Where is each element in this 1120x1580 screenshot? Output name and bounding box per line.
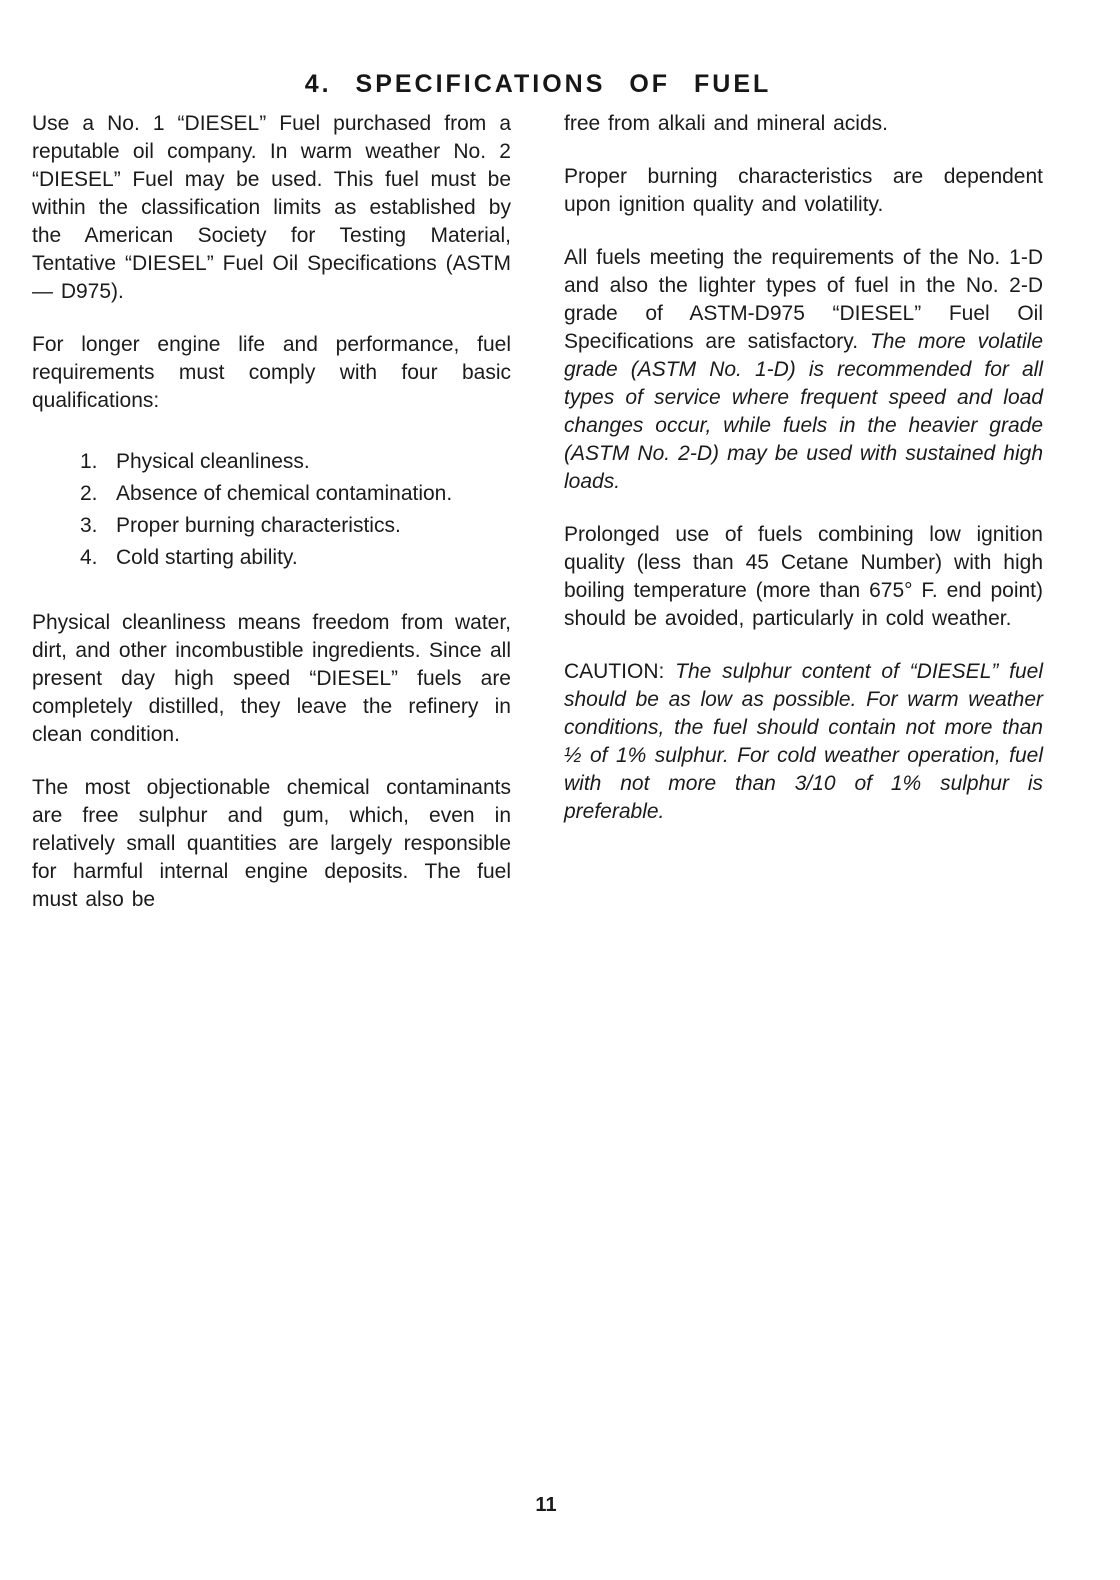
list-item [80, 446, 511, 478]
list-item-text: Cold starting ability. [116, 546, 298, 569]
paragraph-chemical-contaminants: The most objectionable chemical contaminants are free sulphur and gum, which, even in relatively small quantities are largely responsible for harmful internal engine deposits. The fuel must also be [32, 776, 511, 911]
caution-text: The sulphur content of “DIESEL” fuel should be as low as possible. For warm weather conditions, the fuel should contain not more than ½ of 1% sulphur. For cold weather operation, fuel with not more than 3/10 of 1% sulphur is preferable. [564, 660, 1043, 823]
paragraph-fuel-grades [564, 244, 1043, 496]
paragraph-fuel-purchase: Use a No. 1 “DIESEL” Fuel purchased from a reputable oil company. In warm weather No. 2 “DIESEL” Fuel may be used. This fuel must be within the classification limits as established by the American Society for Testing Material, Tentative “DIESEL” Fuel Oil Specifications (ASTM — D975). [32, 112, 511, 303]
paragraph-burning-characteristics: Proper burning characteristics are dependent upon ignition quality and volatility. [564, 165, 1043, 216]
two-column-body [32, 110, 1044, 914]
list-item [80, 542, 511, 574]
caution-label: CAUTION: [564, 660, 665, 683]
list-item-text: Absence of chemical contamination. [116, 482, 453, 505]
fuel-grades-normal-text: All fuels meeting the requirements of the No. 1-D and also the lighter types of fuel in the No. 2-D grade of ASTM-D975 “DIESEL” Fuel Oil Specifications are satisfactory. [564, 246, 1043, 353]
list-item-text: Physical cleanliness. [116, 450, 310, 473]
list-item [80, 510, 511, 542]
list-item [80, 478, 511, 510]
paragraph-caution [564, 658, 1043, 826]
qualifications-list [32, 446, 511, 574]
paragraph-free-from-alkali: free from alkali and mineral acids. [564, 112, 888, 135]
list-item-number: 2. [80, 482, 98, 505]
paragraph-prolonged-use: Prolonged use of fuels combining low ignition quality (less than 45 Cetane Number) with high boiling temperature (more than 675° F. end point) should be avoided, particularly in cold weather. [564, 523, 1043, 630]
fuel-grades-italic-text: The more volatile grade (ASTM No. 1-D) is recommended for all types of service where frequent speed and load changes occur, while fuels in the heavier grade (ASTM No. 2-D) may be used with sustained high loads. [564, 330, 1043, 493]
list-item-text: Proper burning characteristics. [116, 514, 401, 537]
paragraph-qualifications-intro: For longer engine life and performance, fuel requirements must comply with four basic qualifications: [32, 333, 511, 412]
list-item-number: 1. [80, 450, 98, 473]
page-number: 11 [535, 1494, 557, 1516]
list-item-number: 3. [80, 514, 98, 537]
right-column [564, 110, 1043, 914]
left-column [32, 110, 511, 914]
paragraph-physical-cleanliness: Physical cleanliness means freedom from water, dirt, and other incombustible ingredients. Since all present day high speed “DIESEL” fuels are completely distilled, they leave the refinery in clean condition. [32, 611, 511, 746]
page-title: 4. SPECIFICATIONS OF FUEL [304, 70, 772, 98]
list-item-number: 4. [80, 546, 98, 569]
